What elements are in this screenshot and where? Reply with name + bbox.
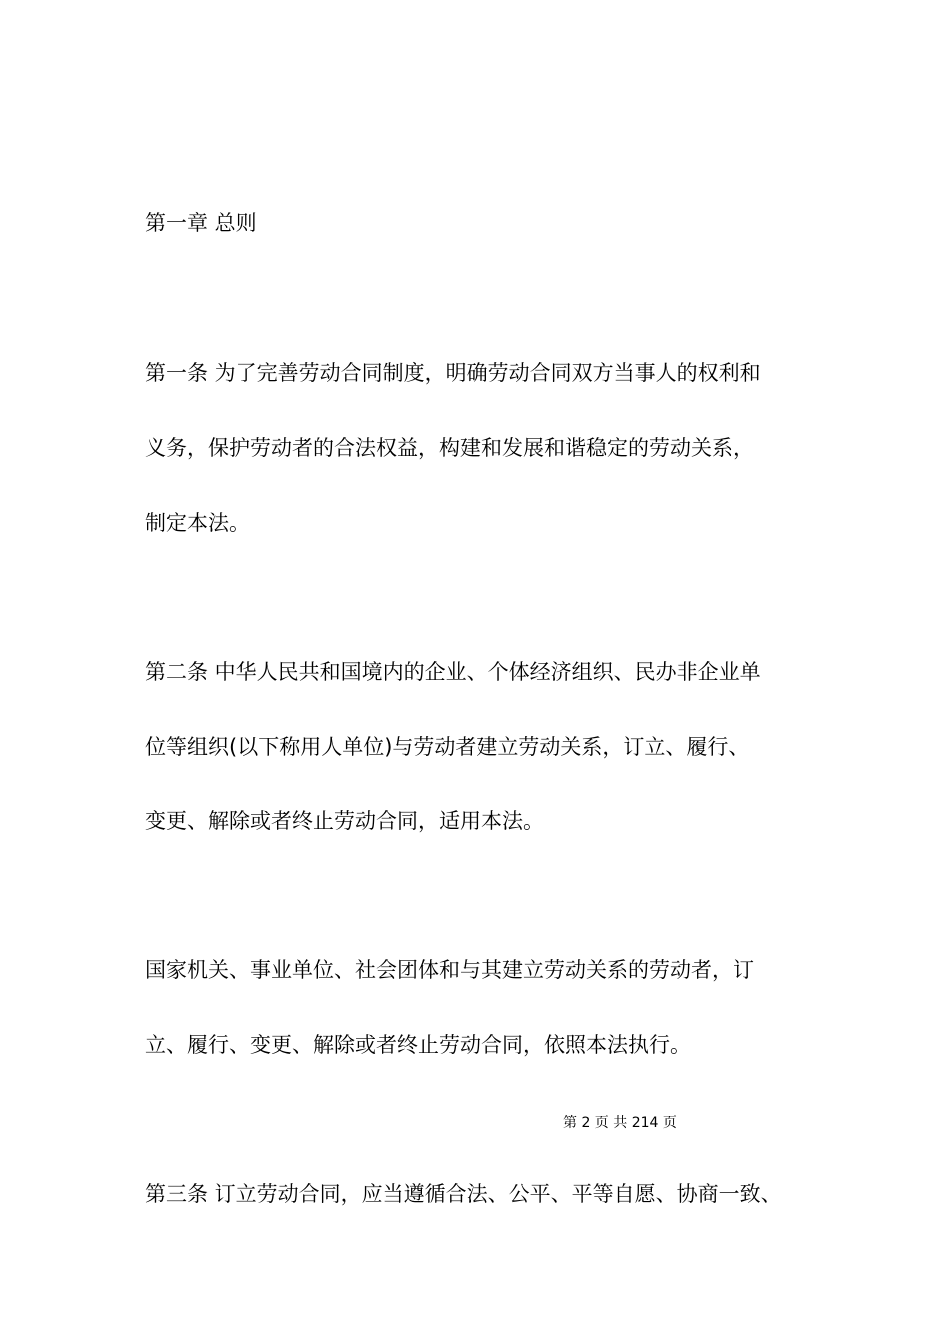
article-2-line-1: 第二条 中华人民共和国境内的企业、个体经济组织、民办非企业单	[145, 660, 761, 684]
chapter-heading: 第一章 总则	[145, 211, 257, 235]
article-2-para-2-line-1: 国家机关、事业单位、社会团体和与其建立劳动关系的劳动者，订	[145, 958, 754, 982]
article-2-line-3: 变更、解除或者终止劳动合同，适用本法。	[145, 809, 544, 833]
article-1-line-2: 义务，保护劳动者的合法权益，构建和发展和谐稳定的劳动关系，	[145, 436, 754, 460]
article-2-line-2: 位等组织(以下称用人单位)与劳动者建立劳动关系，订立、履行、	[145, 735, 750, 759]
article-1-line-1: 第一条 为了完善劳动合同制度，明确劳动合同双方当事人的权利和	[145, 361, 761, 385]
article-3-line-1: 第三条 订立劳动合同，应当遵循合法、公平、平等自愿、协商一致、	[145, 1182, 782, 1206]
article-1-line-3: 制定本法。	[145, 511, 250, 535]
article-2-para-2-line-2: 立、履行、变更、解除或者终止劳动合同，依照本法执行。	[145, 1033, 691, 1057]
page-footer: 第 2 页 共 214 页	[563, 1115, 677, 1131]
